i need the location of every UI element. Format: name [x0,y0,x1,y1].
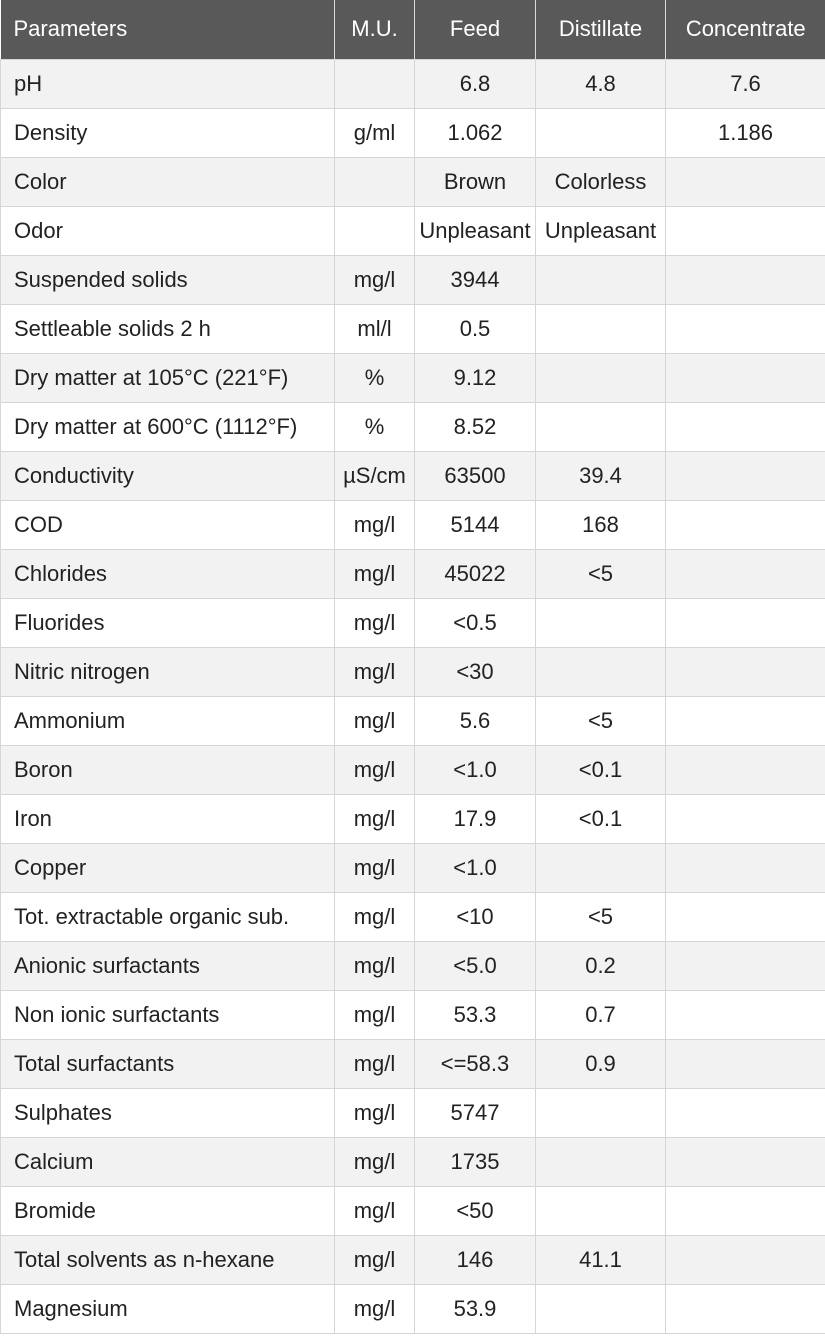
concentrate-cell [666,794,825,843]
parameter-cell: Dry matter at 600°C (1112°F) [1,402,335,451]
distillate-cell: 168 [536,500,666,549]
feed-cell: 53.9 [415,1284,536,1333]
table-row [1,745,825,794]
header-unit: M.U. [335,0,415,59]
table-row [1,1039,825,1088]
distillate-cell: 0.9 [536,1039,666,1088]
table-row [1,892,825,941]
table-row [1,402,825,451]
distillate-cell [536,647,666,696]
unit-cell [335,157,415,206]
table-row [1,451,825,500]
header-row [1,0,825,59]
unit-cell: ml/l [335,304,415,353]
parameter-cell: Tot. extractable organic sub. [1,892,335,941]
concentrate-cell [666,500,825,549]
parameter-cell: Copper [1,843,335,892]
distillate-cell: <5 [536,696,666,745]
unit-cell: mg/l [335,1235,415,1284]
concentrate-cell [666,892,825,941]
table-row [1,1235,825,1284]
feed-cell: <5.0 [415,941,536,990]
parameter-cell: Density [1,108,335,157]
distillate-cell [536,1186,666,1235]
feed-cell: 63500 [415,451,536,500]
concentrate-cell [666,206,825,255]
table-body [1,59,825,1333]
unit-cell [335,206,415,255]
distillate-cell: <0.1 [536,794,666,843]
unit-cell: mg/l [335,1039,415,1088]
distillate-cell [536,255,666,304]
feed-cell: 17.9 [415,794,536,843]
table-row [1,206,825,255]
concentrate-cell [666,1039,825,1088]
unit-cell: mg/l [335,794,415,843]
unit-cell: mg/l [335,500,415,549]
table-row [1,647,825,696]
table-row [1,500,825,549]
table-row [1,598,825,647]
feed-cell: 5747 [415,1088,536,1137]
parameter-cell: Dry matter at 105°C (221°F) [1,353,335,402]
feed-cell: 8.52 [415,402,536,451]
concentrate-cell [666,941,825,990]
unit-cell: % [335,402,415,451]
unit-cell: mg/l [335,1186,415,1235]
distillate-cell [536,402,666,451]
distillate-cell: 41.1 [536,1235,666,1284]
concentrate-cell: 1.186 [666,108,825,157]
unit-cell: mg/l [335,843,415,892]
header-distillate: Distillate [536,0,666,59]
distillate-cell: Colorless [536,157,666,206]
unit-cell: g/ml [335,108,415,157]
table-row [1,794,825,843]
concentrate-cell [666,647,825,696]
unit-cell: mg/l [335,549,415,598]
table-row [1,941,825,990]
parameter-cell: Iron [1,794,335,843]
unit-cell: mg/l [335,941,415,990]
feed-cell: <10 [415,892,536,941]
concentrate-cell [666,696,825,745]
parameter-cell: Conductivity [1,451,335,500]
unit-cell: mg/l [335,255,415,304]
table-row [1,990,825,1039]
parameter-cell: Ammonium [1,696,335,745]
table-row [1,255,825,304]
table-row [1,59,825,108]
table-row [1,1088,825,1137]
distillate-cell: 39.4 [536,451,666,500]
header-parameters: Parameters [1,0,335,59]
table-row [1,1186,825,1235]
parameter-cell: Total surfactants [1,1039,335,1088]
concentrate-cell [666,549,825,598]
feed-cell: <1.0 [415,745,536,794]
parameter-cell: Nitric nitrogen [1,647,335,696]
distillate-cell [536,598,666,647]
distillate-cell: 0.7 [536,990,666,1039]
feed-cell: 3944 [415,255,536,304]
unit-cell: mg/l [335,598,415,647]
concentrate-cell [666,1137,825,1186]
feed-cell: <1.0 [415,843,536,892]
parameter-cell: Calcium [1,1137,335,1186]
distillate-cell: 0.2 [536,941,666,990]
distillate-cell: 4.8 [536,59,666,108]
unit-cell: mg/l [335,745,415,794]
unit-cell: mg/l [335,1137,415,1186]
feed-cell: 5.6 [415,696,536,745]
distillate-cell [536,1284,666,1333]
parameter-cell: Total solvents as n-hexane [1,1235,335,1284]
parameter-cell: Magnesium [1,1284,335,1333]
distillate-cell [536,108,666,157]
table-row [1,843,825,892]
unit-cell: % [335,353,415,402]
feed-cell: 0.5 [415,304,536,353]
concentrate-cell [666,990,825,1039]
feed-cell: <50 [415,1186,536,1235]
distillate-cell [536,353,666,402]
concentrate-cell [666,1235,825,1284]
header-feed: Feed [415,0,536,59]
parameter-cell: Sulphates [1,1088,335,1137]
table-row [1,108,825,157]
unit-cell: mg/l [335,696,415,745]
concentrate-cell [666,1088,825,1137]
parameter-cell: Fluorides [1,598,335,647]
feed-cell: 1735 [415,1137,536,1186]
feed-cell: 1.062 [415,108,536,157]
unit-cell: mg/l [335,647,415,696]
feed-cell: Unpleasant [415,206,536,255]
parameter-cell: Bromide [1,1186,335,1235]
table-row [1,1137,825,1186]
table-row [1,549,825,598]
concentrate-cell [666,745,825,794]
unit-cell: µS/cm [335,451,415,500]
table-header [1,0,825,59]
concentrate-cell [666,598,825,647]
feed-cell: <0.5 [415,598,536,647]
concentrate-cell: 7.6 [666,59,825,108]
parameter-cell: pH [1,59,335,108]
distillate-cell [536,1137,666,1186]
parameter-cell: Odor [1,206,335,255]
distillate-cell [536,304,666,353]
concentrate-cell [666,402,825,451]
unit-cell: mg/l [335,1284,415,1333]
feed-cell: 5144 [415,500,536,549]
parameter-cell: Chlorides [1,549,335,598]
parameter-cell: COD [1,500,335,549]
concentrate-cell [666,1186,825,1235]
parameter-cell: Anionic surfactants [1,941,335,990]
parameter-cell: Boron [1,745,335,794]
feed-cell: 45022 [415,549,536,598]
unit-cell [335,59,415,108]
feed-cell: <30 [415,647,536,696]
table-row [1,304,825,353]
unit-cell: mg/l [335,990,415,1039]
concentrate-cell [666,304,825,353]
distillate-cell: Unpleasant [536,206,666,255]
table-row [1,353,825,402]
parameter-cell: Suspended solids [1,255,335,304]
unit-cell: mg/l [335,1088,415,1137]
unit-cell: mg/l [335,892,415,941]
feed-cell: 9.12 [415,353,536,402]
table-row [1,1284,825,1333]
concentrate-cell [666,451,825,500]
feed-cell: <=58.3 [415,1039,536,1088]
distillate-cell: <5 [536,892,666,941]
table-row [1,157,825,206]
parameter-cell: Settleable solids 2 h [1,304,335,353]
concentrate-cell [666,843,825,892]
concentrate-cell [666,1284,825,1333]
distillate-cell: <5 [536,549,666,598]
header-concentrate: Concentrate [666,0,825,59]
table-row [1,696,825,745]
feed-cell: Brown [415,157,536,206]
parameter-cell: Color [1,157,335,206]
concentrate-cell [666,353,825,402]
parameter-cell: Non ionic surfactants [1,990,335,1039]
concentrate-cell [666,255,825,304]
feed-cell: 6.8 [415,59,536,108]
feed-cell: 146 [415,1235,536,1284]
distillate-cell: <0.1 [536,745,666,794]
concentrate-cell [666,157,825,206]
distillate-cell [536,843,666,892]
feed-cell: 53.3 [415,990,536,1039]
distillate-cell [536,1088,666,1137]
